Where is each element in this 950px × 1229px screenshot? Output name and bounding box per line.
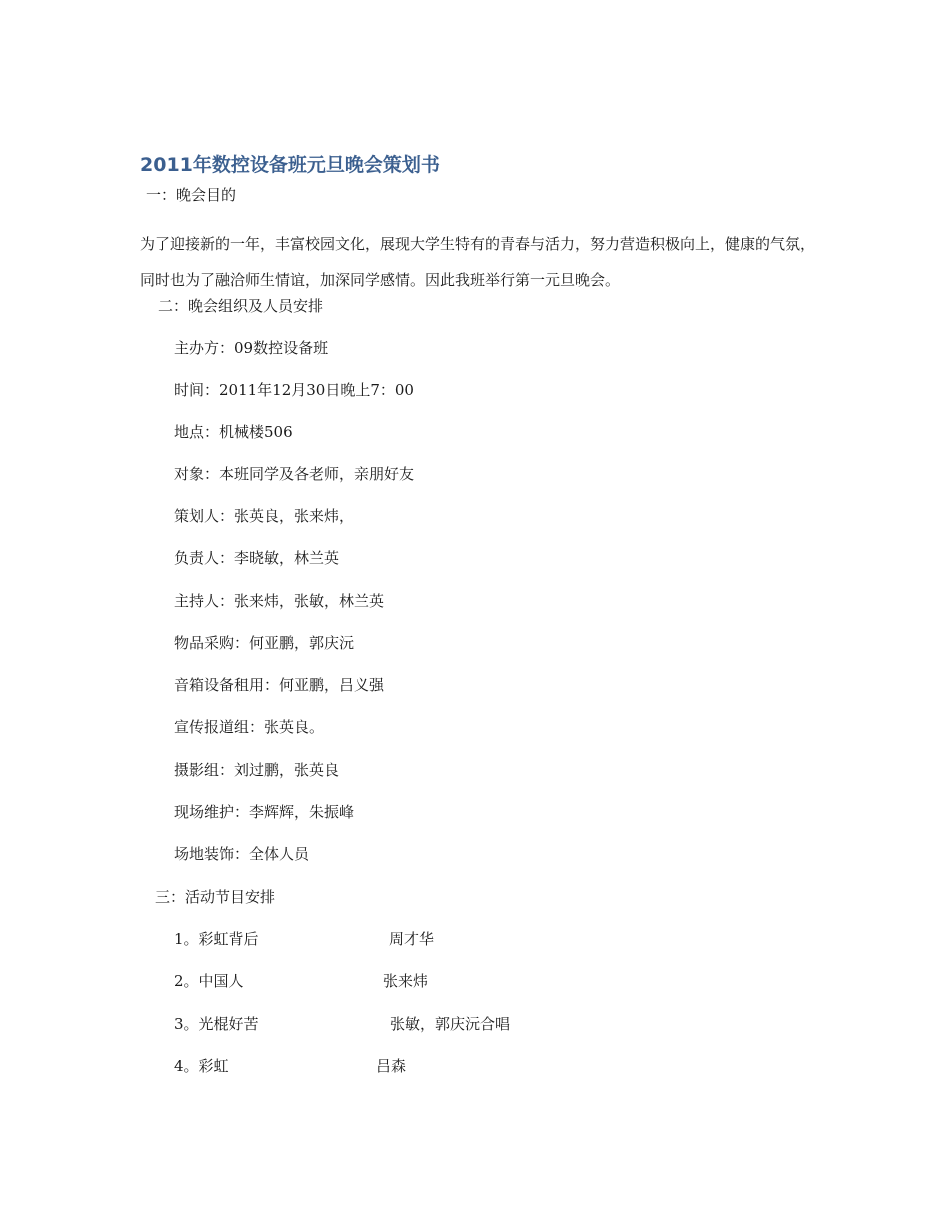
responsible-line: 负责人：李晓敏，林兰英 — [174, 549, 340, 567]
section1-heading: 一：晚会目的 — [146, 186, 237, 204]
program-name: 3。光棍好苦 — [174, 1015, 259, 1033]
section3-heading: 三：活动节目安排 — [155, 888, 276, 906]
program-name: 1。彩虹背后 — [174, 930, 259, 948]
section2-heading: 二：晚会组织及人员安排 — [158, 297, 324, 315]
audience-line: 对象：本班同学及各老师，亲朋好友 — [174, 465, 415, 483]
photography-line: 摄影组：刘过鹏，张英良 — [174, 761, 340, 779]
publicity-line: 宣传报道组：张英良。 — [174, 718, 325, 736]
program-performer: 吕森 — [376, 1057, 407, 1075]
document-title: 2011年数控设备班元旦晚会策划书 — [140, 154, 440, 176]
time-line: 时间：2011年12月30日晚上7：00 — [174, 381, 414, 399]
program-name: 2。中国人 — [174, 972, 244, 990]
section1-paragraph: 为了迎接新的一年，丰富校园文化，展现大学生特有的青春与活力，努力营造积极向上，健康的气氛，同时也为了融洽师生情谊，加深同学感情。因此我班举行第一元旦晚会。 — [140, 235, 816, 289]
host-line: 主持人：张来炜，张敏，林兰英 — [174, 592, 385, 610]
program-performer: 张来炜 — [383, 972, 429, 990]
onsite-maintenance-line: 现场维护：李辉辉，朱振峰 — [174, 803, 355, 821]
program-performer: 张敏，郭庆沅合唱 — [390, 1015, 511, 1033]
location-line: 地点：机械楼506 — [174, 423, 293, 441]
purchasing-line: 物品采购：何亚鹏，郭庆沅 — [174, 634, 355, 652]
organizer-line: 主办方：09数控设备班 — [174, 339, 329, 357]
program-name: 4。彩虹 — [174, 1057, 229, 1075]
planner-line: 策划人：张英良，张来炜， — [174, 507, 355, 525]
audio-rental-line: 音箱设备租用：何亚鹏，吕义强 — [174, 676, 385, 694]
decoration-line: 场地装饰：全体人员 — [174, 845, 310, 863]
program-performer: 周才华 — [389, 930, 435, 948]
